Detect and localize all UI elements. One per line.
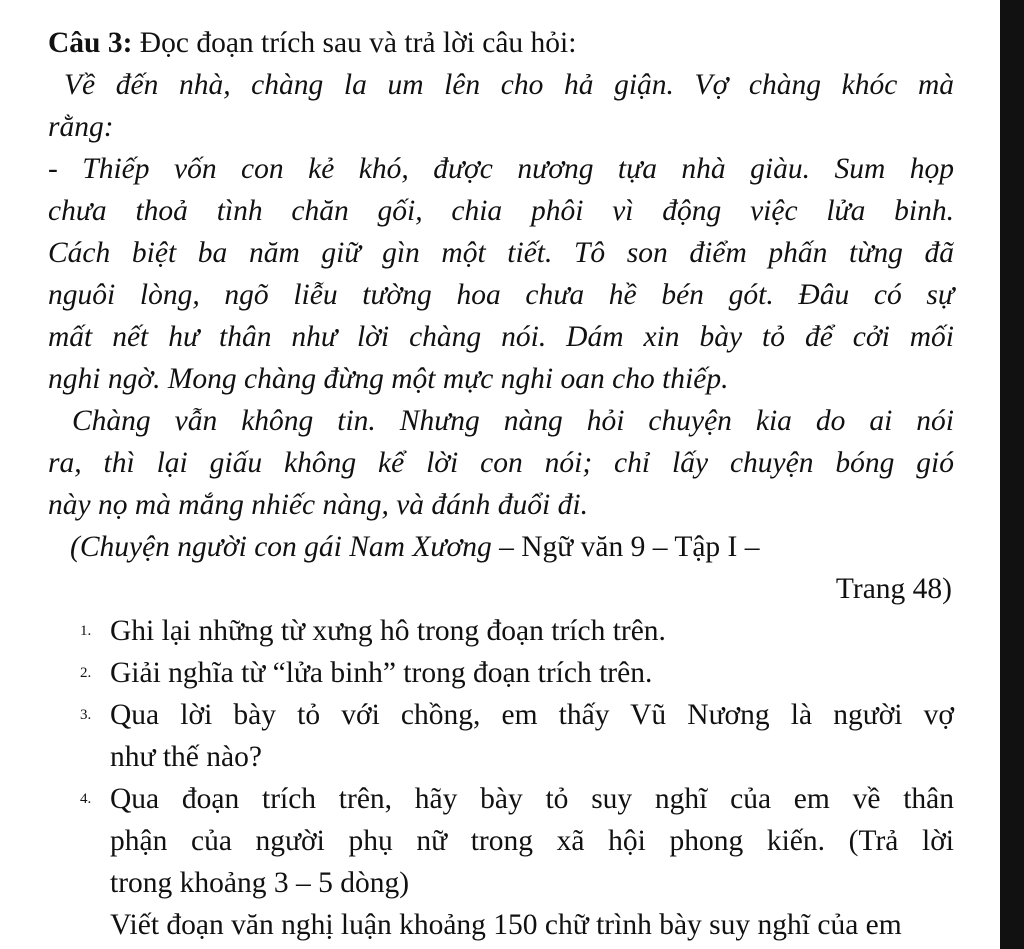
cutoff-line: Viết đoạn văn nghị luận khoảng 150 chữ trình bày suy nghĩ của em [110, 909, 902, 941]
excerpt-line: chưa thoả tình chăn gối, chia phôi vì động việc lửa binh. [48, 195, 954, 227]
question-heading [48, 22, 954, 64]
question-list [48, 610, 954, 904]
question-item [48, 610, 954, 652]
question-text: Qua đoạn trích trên, hãy bày tỏ suy nghĩ của em về thân [110, 783, 954, 815]
question-number: 2. [80, 665, 92, 681]
question-item [48, 694, 954, 736]
source-citation [48, 526, 954, 568]
question-number: 3. [80, 707, 92, 723]
question-text-continued: như thế nào? [110, 741, 262, 773]
question-text: Ghi lại những từ xưng hô trong đoạn trích trên. [110, 615, 666, 647]
source-title: (Chuyện người con gái Nam Xương [70, 531, 492, 563]
excerpt-line: Về đến nhà, chàng la um lên cho hả giận. Vợ chàng khóc mà [64, 69, 954, 101]
excerpt-line: này nọ mà mắng nhiếc nàng, và đánh đuổi đi. [48, 489, 588, 521]
excerpt-line: nghi ngờ. Mong chàng đừng một mực nghi oan cho thiếp. [48, 363, 729, 395]
excerpt-line: ra, thì lại giấu không kể lời con nói; chỉ lấy chuyện bóng gió [48, 447, 954, 479]
excerpt-line: nguôi lòng, ngõ liễu tường hoa chưa hề bén gót. Đâu có sự [48, 279, 954, 311]
excerpt [48, 64, 954, 526]
source-book: – Ngữ văn 9 – Tập I – [491, 531, 760, 563]
excerpt-line: - Thiếp vốn con kẻ khó, được nương tựa nhà giàu. Sum họp [48, 153, 954, 185]
question-text-continued: phận của người phụ nữ trong xã hội phong kiến. (Trả lời [110, 825, 954, 857]
question-label: Câu 3: [48, 27, 133, 59]
excerpt-line: Cách biệt ba năm giữ gìn một tiết. Tô son điểm phấn từng đã [48, 237, 954, 269]
question-text: Giải nghĩa từ “lửa binh” trong đoạn trích trên. [110, 657, 653, 689]
question-number: 4. [80, 791, 92, 807]
question-text-continued: trong khoảng 3 – 5 dòng) [110, 867, 410, 899]
excerpt-line: mất nết hư thân như lời chàng nói. Dám xin bày tỏ để cởi mối [48, 321, 954, 353]
excerpt-line: rằng: [48, 111, 114, 143]
right-edge-bar [1000, 0, 1024, 949]
question-text: Qua lời bày tỏ với chồng, em thấy Vũ Nương là người vợ [110, 699, 954, 731]
excerpt-line: Chàng vẫn không tin. Nhưng nàng hỏi chuyện kia do ai nói [72, 405, 954, 437]
question-item [48, 652, 954, 694]
source-page: Trang 48) [835, 573, 952, 605]
question-instruction: Đọc đoạn trích sau và trả lời câu hỏi: [132, 27, 577, 59]
question-number: 1. [80, 623, 92, 639]
question-item [48, 778, 954, 820]
question-content [48, 22, 954, 941]
